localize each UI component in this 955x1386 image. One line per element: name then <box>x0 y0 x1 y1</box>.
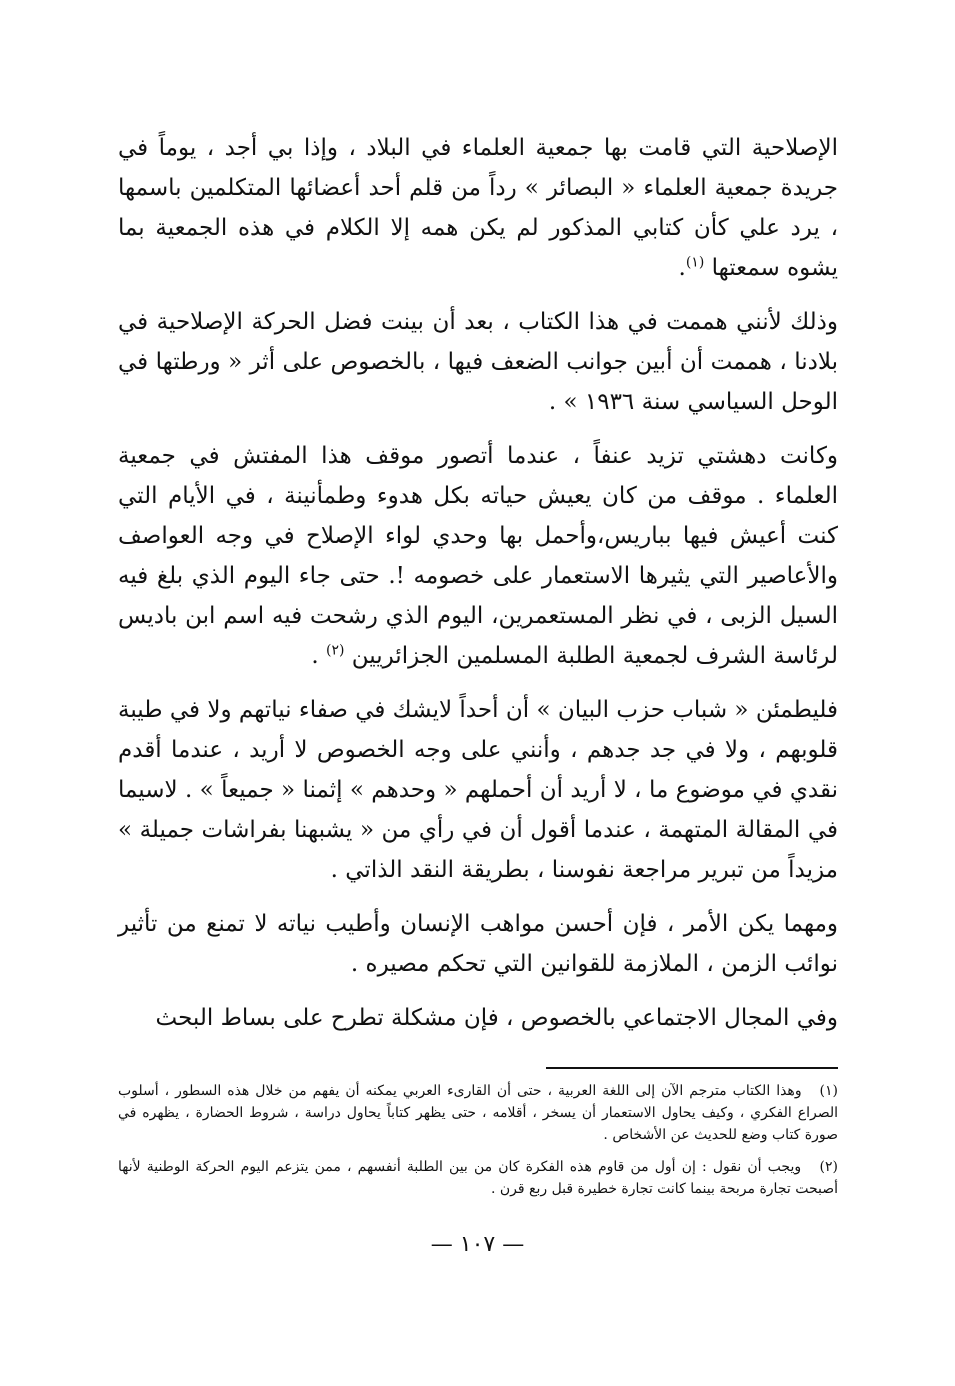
paragraph-1 <box>118 128 838 288</box>
paragraph-4 <box>118 690 838 890</box>
paragraph-1-text: الإصلاحية التي قامت بها جمعية العلماء في البلاد ، وإذا بي أجد ، يوماً في جريدة جمعية العلماء « البصائر » رداً من قلم أحد أعضائها المتكلمين باسمها ، يرد علي كأن كتابي المذكور لم يكن همه إلا الكلام في هذه الجمعية بما يشوه سمعتها <box>118 135 838 281</box>
footnote-ref-2: (٢) <box>325 642 345 659</box>
footnote-divider <box>546 1067 838 1069</box>
main-text <box>118 128 838 1038</box>
paragraph-6-text: وفي المجال الاجتماعي بالخصوص ، فإن مشكلة تطرح على بساط البحث <box>155 1005 838 1031</box>
footnote-1-marker: (١) <box>819 1083 838 1099</box>
footnote-2-text: ويجب أن نقول : إن أول من قاوم هذه الفكرة كان من بين الطلبة أنفسهم ، ممن يتزعم اليوم الحركة الوطنية لأنها أصبحت تجارة مربحة بينما كانت تجارة خطيرة قبل ربع قرن . <box>118 1159 838 1197</box>
paragraph-5-text: ومهما يكن الأمر ، فإن أحسن مواهب الإنسان وأطيب نياته لا تمنع من تأثير نوائب الزمن ، الملازمة للقوانين التي تحكم مصيره . <box>118 911 838 977</box>
paragraph-2 <box>118 302 838 422</box>
paragraph-3-text: وكانت دهشتي تزيد عنفاً ، عندما أتصور موقف هذا المفتش في جمعية العلماء . موقف من كان يعيش حياته بكل هدوء وطمأنينة ، في الأيام التي كنت أعيش فيها بباريس،وأحمل بها وحدي لواء الإصلاح في وجه العواصف والأعاصير التي يثيرها الاستعمار على خصومه !. حتى جاء اليوم الذي بلغ فيه السيل الزبى ، في نظر المستعمرين، اليوم الذي رشحت فيه اسم ابن باديس لرئاسة الشرف لجمعية الطلبة المسلمين الجزائريين <box>118 443 838 669</box>
paragraph-4-text: فليطمئن « شباب حزب البيان » أن أحداً لايشك في صفاء نياتهم ولا في طيبة قلوبهم ، ولا في جد جدهم ، وأنني على وجه الخصوص لا أريد ، عندما أقدم نقدي في موضوع ما ، لا أريد أن أحملهم « وحدهم » إثمنا « جميعاً » . لاسيما في المقالة المتهمة ، عندما أقول أن في رأي من « يشبهنا بفراشات جميلة » مزيداً من تبرير مراجعة نفوسنا ، بطريقة النقد الذاتي . <box>118 697 838 883</box>
paragraph-3-tail: . <box>311 643 326 669</box>
footnote-ref-1: (١) <box>685 254 705 271</box>
paragraph-5 <box>118 904 838 984</box>
footnote-1 <box>118 1080 838 1146</box>
page-number: — ١٠٧ — <box>430 1232 525 1257</box>
paragraph-1-tail: . <box>678 255 686 281</box>
paragraph-6 <box>118 998 838 1038</box>
footnote-2-marker: (٢) <box>819 1159 838 1175</box>
footnotes <box>118 1080 838 1210</box>
paragraph-3 <box>118 436 838 676</box>
footnote-1-text: وهذا الكتاب مترجم الآن إلى اللغة العربية ، حتى أن القارىء العربي يمكنه أن يفهم من خلال هذه السطور ، أسلوب الصراع الفكري ، وكيف يحاول الاستعمار أن يسخر ، أقلامه ، حتى يظهر كتاباً يحاول دراسة ، شروط الحضارة ، يظهره في صورة كتاب وضع للحديث عن الأشخاص . <box>118 1083 838 1143</box>
paragraph-2-text: وذلك لأنني هممت في هذا الكتاب ، بعد أن بينت فضل الحركة الإصلاحية في بلادنا ، هممت أن أبين جوانب الضعف فيها ، بالخصوص على أثر « ورطتها في الوحل السياسي سنة ١٩٣٦ » . <box>118 309 838 415</box>
footnote-2 <box>118 1156 838 1200</box>
